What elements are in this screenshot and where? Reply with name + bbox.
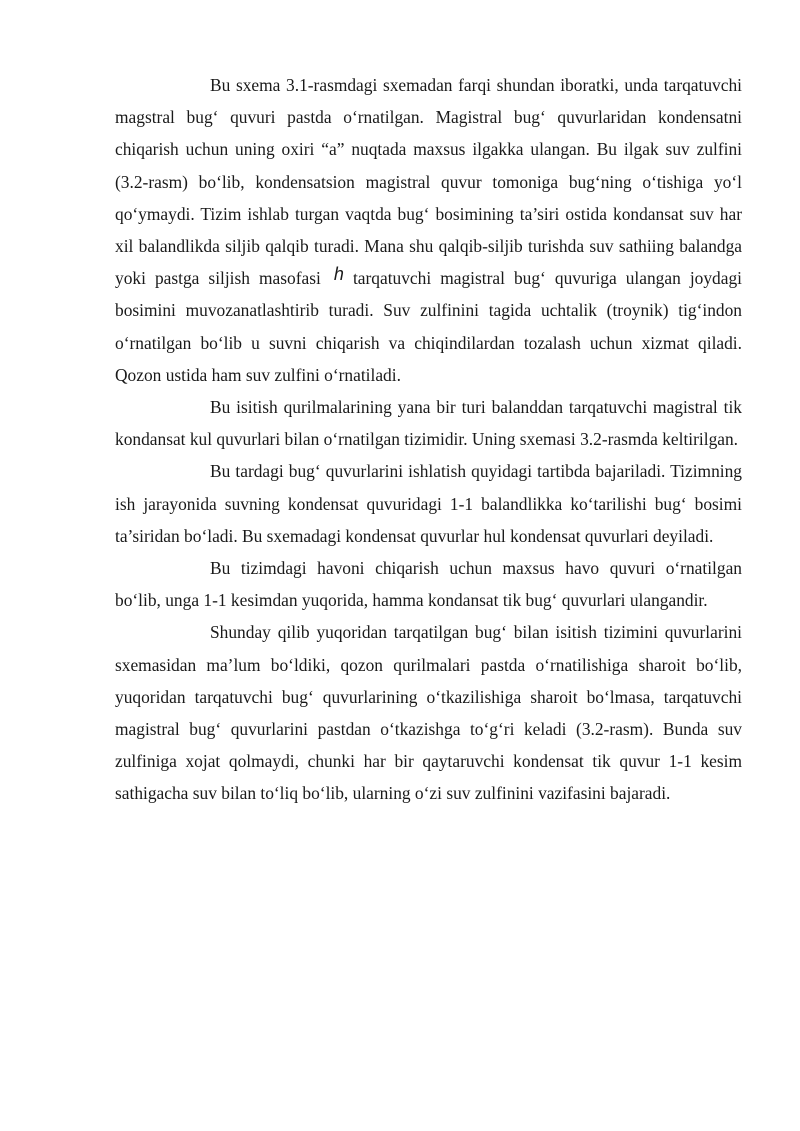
paragraph-3: Bu tardagi bug‘ quvurlarini ishlatish quyidagi tartibda bajariladi. Tizimning ish jarayonida suvning kondensat quvuridagi 1-1 balandlikka ko‘tarilishi bug‘ bosimi ta’siridan bo‘ladi. Bu sxemadagi kondensat quvurlar hul kondensat quvurlari deyiladi. [115, 461, 742, 546]
paragraph-1-text-after: tarqatuvchi magistral bug‘ quvuriga ulangan joydagi bosimini muvozanatlashtirib turadi. Suv zulfinini tagida uchtalik (troynik) tig‘indon o‘rnatilgan bo‘lib u suvni chiqarish va chiqindilardan tozalash uchun xizmat qiladi. Qozon ustida ham suv zulfini o‘rnatiladi. [115, 268, 742, 385]
paragraph-4: Bu tizimdagi havoni chiqarish uchun maxsus havo quvuri o‘rnatilgan bo‘lib, unga 1-1 kesimdan yuqorida, hamma kondansat tik bug‘ quvurlari ulangandir. [115, 558, 742, 611]
paragraph-5: Shunday qilib yuqoridan tarqatilgan bug‘ bilan isitish tizimini quvurlarini sxemasidan ma’lum bo‘ldiki, qozon qurilmalari pastda o‘rnatilishiga sharoit bo‘lib, yuqoridan tarqatuvchi bug‘ quvurlarining o‘tkazilishiga sharoit bo‘lmasa, tarqatuvchi magistral bug‘ quvurlarini pastdan o‘tkazishga to‘g‘ri keladi (3.2-rasm). Bunda suv zulfiniga xojat qolmaydi, chunki har bir qaytaruvchi kondensat tik quvur 1-1 kesim sathigacha suv bilan to‘liq bo‘lib, ularning o‘zi suv zulfinini vazifasini bajaradi. [115, 622, 742, 804]
paragraph-1-text-before: Bu sxema 3.1-rasmdagi sxemadan farqi shundan iboratki, unda tarqatuvchi magstral bug‘ quvuri pastda o‘rnatilgan. Magistral bug‘ quvurlaridan kondensatni chiqarish uchun uning oxiri “a” nuqtada maxsus ilgakka ulangan. Bu ilgak suv zulfini (3.2-rasm) bo‘lib, kondensatsion magistral quvur tomoniga bug‘ning o‘tishiga yo‘l qo‘ymaydi. Tizim ishlab turgan vaqtda bug‘ bosimining ta’siri ostida kondansat suv har xil balandlikda siljib qalqib turadi. Mana shu qalqib-siljib turishda suv sathiing balandga yoki pastga siljish masofasi [115, 75, 742, 289]
paragraph-1 [115, 69, 742, 391]
variable-h: h [333, 264, 344, 285]
paragraph-2: Bu isitish qurilmalarining yana bir turi balanddan tarqatuvchi magistral tik kondansat kul quvurlari bilan o‘rnatilgan tizimidir. Uning sxemasi 3.2-rasmda keltirilgan. [115, 397, 742, 450]
document-page [115, 69, 742, 810]
